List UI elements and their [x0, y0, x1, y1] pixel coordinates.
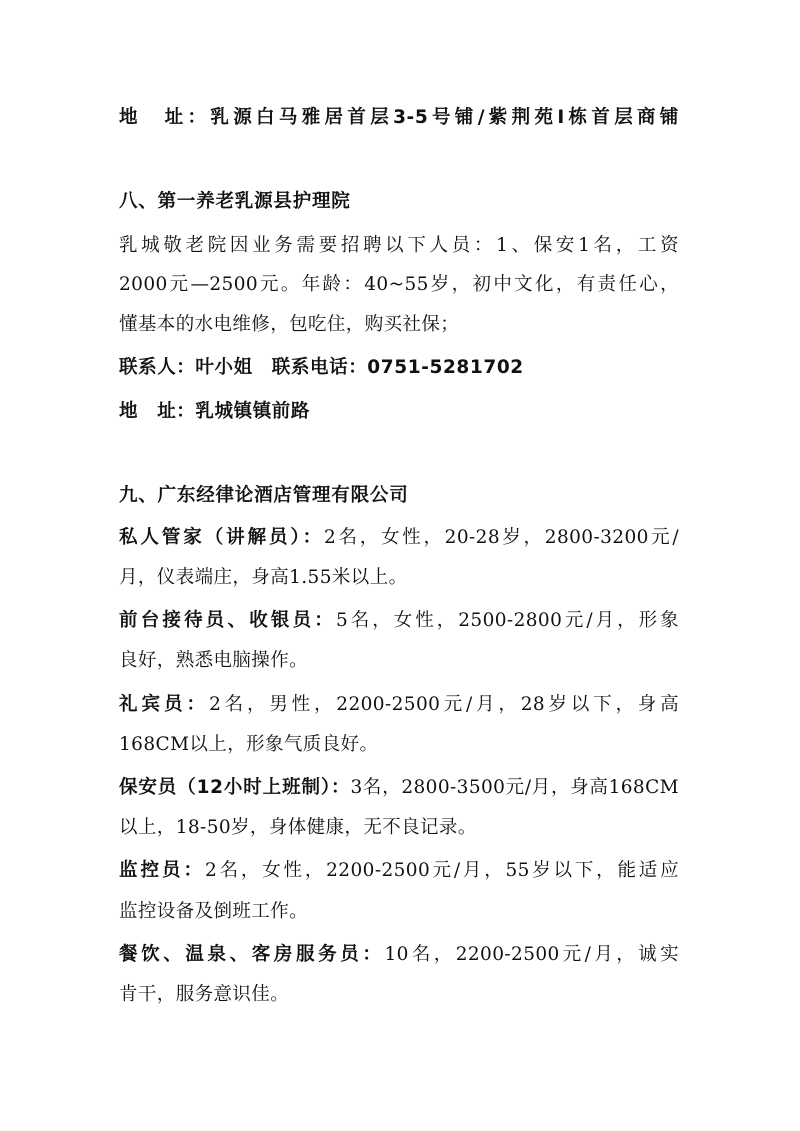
job-details-continued: 监控设备及倒班工作。	[119, 901, 309, 922]
job-details-continued: 良好，熟悉电脑操作。	[119, 650, 309, 671]
section8-address-label: 地 址：	[119, 401, 196, 422]
job-label: 礼宾员：	[119, 694, 210, 715]
section8-desc-line3: 懂基本的水电维修，包吃住，购买社保；	[119, 314, 460, 335]
job-details: 10名，2200-2500元/月，诚实	[384, 944, 680, 965]
section8-contact: 联系人：叶小姐 联系电话：0751-5281702	[119, 357, 524, 378]
job-details: 2名，女性，20-28岁，2800-3200元/	[324, 527, 679, 548]
job-details-continued: 月，仪表端庄，身高1.55米以上。	[119, 567, 408, 588]
job-details-continued: 以上，18-50岁，身体健康，无不良记录。	[119, 817, 477, 838]
job-label: 餐饮、温泉、客房服务员：	[119, 944, 385, 965]
prev-address-label: 地 址：	[119, 107, 211, 128]
job-details-continued: 168CM以上，形象气质良好。	[119, 734, 379, 755]
job-details: 5名，女性，2500-2800元/月，形象	[335, 610, 679, 631]
job-details: 2名，女性，2200-2500元/月，55岁以下，能适应	[205, 860, 679, 881]
prev-address-value: 乳源白马雅居首层3-5号铺/紫荆苑Ⅰ栋首层商铺	[210, 107, 679, 128]
job-label: 保安员（12小时上班制）：	[119, 777, 351, 798]
job-details-continued: 肯干，服务意识佳。	[119, 984, 290, 1005]
section9-title: 九、广东经律论酒店管理有限公司	[119, 485, 409, 506]
job-line	[119, 693, 679, 717]
job-line	[119, 776, 679, 800]
job-label: 前台接待员、收银员：	[119, 610, 336, 631]
section8-address-line	[119, 400, 310, 424]
job-label: 监控员：	[119, 860, 206, 881]
job-details: 3名，2800-3500元/月，身高168CM	[350, 777, 679, 798]
job-line	[119, 943, 679, 967]
section8-title: 八、第一养老乳源县护理院	[119, 191, 351, 212]
job-line	[119, 859, 679, 883]
section8-desc-line2: 2000元—2500元。年龄：40~55岁，初中文化，有责任心，	[119, 274, 679, 295]
job-line	[119, 526, 679, 550]
section8-address-value: 乳城镇镇前路	[195, 401, 311, 422]
job-details: 2名，男性，2200-2500元/月，28岁以下，身高	[209, 694, 679, 715]
section8-desc-line1: 乳城敬老院因业务需要招聘以下人员：1、保安1名，工资	[119, 235, 679, 256]
prev-address-line	[119, 106, 679, 130]
job-line	[119, 609, 679, 633]
job-label: 私人管家（讲解员）：	[119, 527, 325, 548]
